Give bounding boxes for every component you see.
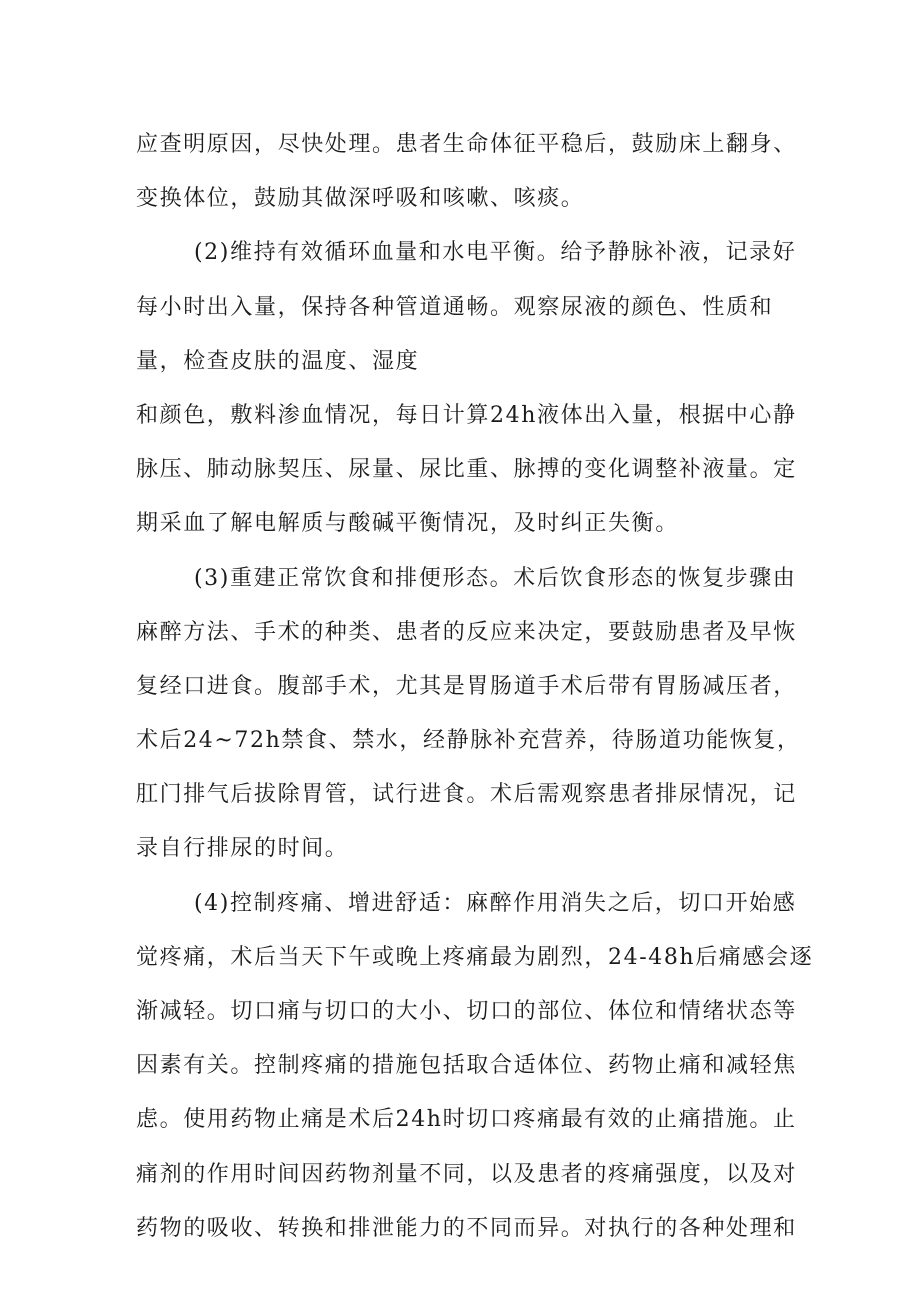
text-line: 复经口进食。腹部手术，尤其是胃肠道手术后带有胃肠减压者， (136, 673, 797, 699)
text-line: 脉压、肺动脉契压、尿量、尿比重、脉搏的变化调整补液量。定 (136, 457, 797, 483)
text-line: 应查明原因，尽快处理。患者生命体征平稳后，鼓励床上翻身、 (136, 132, 797, 157)
text-line: 每小时出入量，保持各种管道通畅。观察尿液的颜色、性质和 (136, 294, 774, 320)
text-line: 录自行排尿的时间。 (136, 836, 349, 862)
text-line: 痛剂的作用时间因药物剂量不同，以及患者的疼痛强度，以及对 (136, 1161, 797, 1187)
text-line: 变换体位，鼓励其做深呼吸和咳嗽、咳痰。 (136, 186, 585, 212)
paragraph-3-start: (3)重建正常饮食和排便形态。术后饮食形态的恢复步骤由 (194, 565, 797, 591)
text-line: 和颜色，敷料渗血情况，每日计算24h液体出入量，根据中心静 (136, 402, 797, 428)
text-line: 量，检查皮肤的温度、湿度 (136, 348, 420, 374)
paragraph-4-start: (4)控制疼痛、增进舒适：麻醉作用消失之后，切口开始感 (194, 890, 797, 916)
text-line: 期采血了解电解质与酸碱平衡情况，及时纠正失衡。 (136, 511, 679, 537)
text-line: 麻醉方法、手术的种类、患者的反应来决定，要鼓励患者及早恢 (136, 619, 797, 645)
text-line: 药物的吸收、转换和排泄能力的不同而异。对执行的各种处理和 (136, 1215, 797, 1241)
text-line: 术后24~72h禁食、禁水，经静脉补充营养，待肠道功能恢复， (136, 728, 801, 754)
paragraph-2-start: (2)维持有效循环血量和水电平衡。给予静脉补液，记录好 (194, 240, 797, 266)
body-text (136, 118, 814, 1256)
text-line: 肛门排气后拔除胃管，试行进食。术后需观察患者排尿情况，记 (136, 782, 797, 808)
text-line: 觉疼痛，术后当天下午或晚上疼痛最为剧烈，24-48h后痛感会逐 (136, 944, 814, 970)
text-line: 渐减轻。切口痛与切口的大小、切口的部位、体位和情绪状态等 (136, 999, 797, 1024)
text-line: 虑。使用药物止痛是术后24h时切口疼痛最有效的止痛措施。止 (136, 1107, 797, 1133)
text-line: 因素有关。控制疼痛的措施包括取合适体位、药物止痛和减轻焦 (136, 1053, 797, 1079)
